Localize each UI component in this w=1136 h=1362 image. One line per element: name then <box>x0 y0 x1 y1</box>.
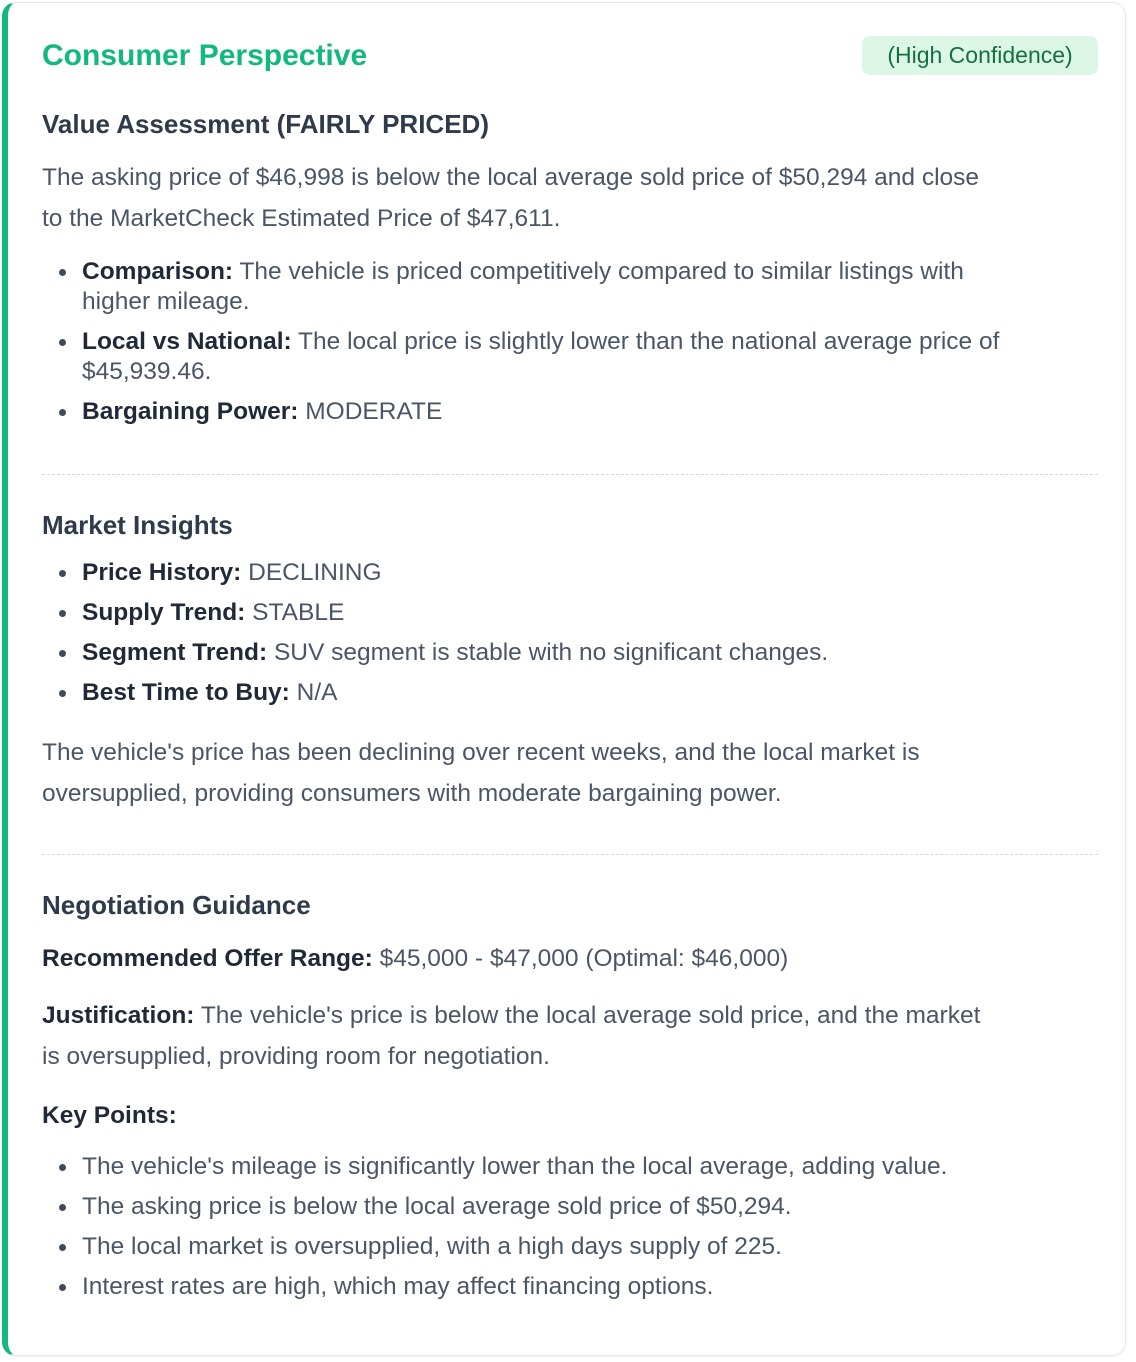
summary-line: oversupplied, providing consumers with moderate bargaining power. <box>42 780 782 807</box>
key-point-item: The local market is oversupplied, with a high days supply of 225. <box>82 1233 782 1260</box>
list-item-local-vs-national <box>82 327 1102 387</box>
market-insights-heading: Market Insights <box>42 510 233 540</box>
list-item-text: The vehicle is priced competitively compared to similar listings with <box>239 258 964 285</box>
value-assessment-heading: Value Assessment (FAIRLY PRICED) <box>42 109 489 139</box>
justification <box>42 995 1102 1077</box>
justification-label: Justification: <box>42 1002 195 1029</box>
bullet-icon <box>59 610 66 617</box>
bullet-icon <box>59 339 66 346</box>
bullet-icon <box>59 1164 66 1171</box>
list-item-bargaining-power <box>82 397 1102 427</box>
list-item-text: The local price is slightly lower than the national average price of <box>298 328 1000 355</box>
list-item-label: Local vs National: <box>82 328 292 355</box>
recommended-offer-range <box>42 938 1102 979</box>
bullet-icon <box>59 1204 66 1211</box>
list-item-text: SUV segment is stable with no significant changes. <box>273 639 829 666</box>
list-item-text: N/A <box>296 679 338 706</box>
section-divider <box>42 474 1098 475</box>
list-item-text: $45,939.46. <box>82 358 212 385</box>
negotiation-heading: Negotiation Guidance <box>42 890 311 920</box>
list-item-label: Comparison: <box>82 258 234 285</box>
list-item-label: Segment Trend: <box>82 639 268 666</box>
list-item-text: STABLE <box>252 599 345 626</box>
key-point-item: The vehicle's mileage is significantly lower than the local average, adding value. <box>82 1153 948 1180</box>
confidence-badge: (High Confidence) <box>862 36 1098 75</box>
summary-line: to the MarketCheck Estimated Price of $47,611. <box>42 205 561 232</box>
offer-range-label: Recommended Offer Range: <box>42 945 373 972</box>
list-item-price-history <box>82 558 382 588</box>
bullet-icon <box>59 1284 66 1291</box>
list-item-segment-trend <box>82 638 828 668</box>
value-assessment-summary <box>42 157 1102 239</box>
offer-range-value: $45,000 - $47,000 (Optimal: $46,000) <box>379 945 789 972</box>
bullet-icon <box>59 570 66 577</box>
list-item-supply-trend <box>82 598 344 628</box>
card-title: Consumer Perspective <box>42 39 368 72</box>
list-item-text: DECLINING <box>248 559 382 586</box>
list-item-text: MODERATE <box>305 398 443 425</box>
bullet-icon <box>59 269 66 276</box>
bullet-icon <box>59 1244 66 1251</box>
list-item-label: Price History: <box>82 559 242 586</box>
list-item-comparison <box>82 257 1102 317</box>
bullet-icon <box>59 409 66 416</box>
key-points-label: Key Points: <box>42 1102 177 1129</box>
list-item-label: Best Time to Buy: <box>82 679 290 706</box>
key-point-item: Interest rates are high, which may affect financing options. <box>82 1273 714 1300</box>
list-item-label: Supply Trend: <box>82 599 246 626</box>
list-item-text: higher mileage. <box>82 288 250 315</box>
bullet-icon <box>59 650 66 657</box>
justification-text: is oversupplied, providing room for negotiation. <box>42 1043 550 1070</box>
justification-text: The vehicle's price is below the local average sold price, and the market <box>200 1002 981 1029</box>
bullet-icon <box>59 690 66 697</box>
list-item-best-time-to-buy <box>82 678 338 708</box>
summary-line: The asking price of $46,998 is below the local average sold price of $50,294 and close <box>42 164 980 191</box>
key-points-heading <box>42 1095 177 1136</box>
list-item-label: Bargaining Power: <box>82 398 299 425</box>
summary-line: The vehicle's price has been declining over recent weeks, and the local market is <box>42 739 920 766</box>
market-insights-summary <box>42 732 1102 814</box>
section-divider <box>42 854 1098 855</box>
key-point-item: The asking price is below the local average sold price of $50,294. <box>82 1193 792 1220</box>
